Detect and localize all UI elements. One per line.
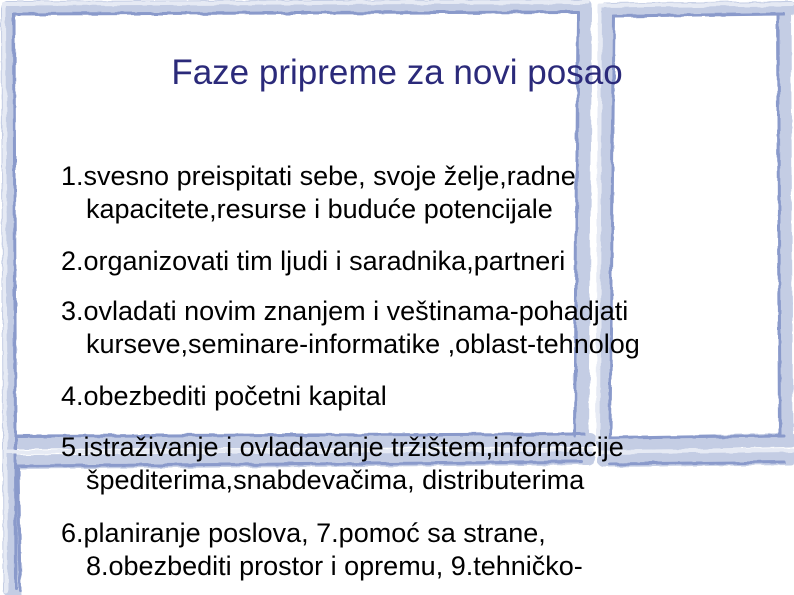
list-item-4-line-1: 4.obezbediti početni kapital [61, 381, 387, 411]
list-item-3-line-1: 3.ovladati novim znanjem i veštinama-pohadjati [61, 296, 629, 326]
list-item-2-line-1: 2.organizovati tim ljudi i saradnika,partneri [61, 246, 566, 276]
list-item-2 [61, 245, 565, 278]
slide-title: Faze pripreme za novi posao [171, 53, 623, 92]
list-item-6-line-2: 8.obezbediti prostor i opremu, 9.tehničko- [86, 551, 583, 581]
list-item-1-line-2: kapacitete,resurse i buduće potencijale [86, 194, 553, 224]
list-item-5-line-2: špediterima,snabdevačima, distributerima [86, 465, 585, 495]
list-item-5-line-1: 5.istraživanje i ovladavanje tržištem,informacije [61, 432, 624, 462]
list-item-6 [61, 517, 583, 583]
list-item-6-line-1: 6.planiranje poslova, 7.pomoć sa strane, [61, 518, 546, 548]
list-item-5 [61, 431, 624, 497]
list-item-3-line-2: kurseve,seminare-informatike ,oblast-tehnolog [86, 329, 640, 359]
list-item-3 [61, 295, 640, 361]
list-item-4 [61, 380, 387, 413]
list-item-1 [61, 160, 576, 226]
list-item-1-line-1: 1.svesno preispitati sebe, svoje želje,radne [61, 161, 576, 191]
